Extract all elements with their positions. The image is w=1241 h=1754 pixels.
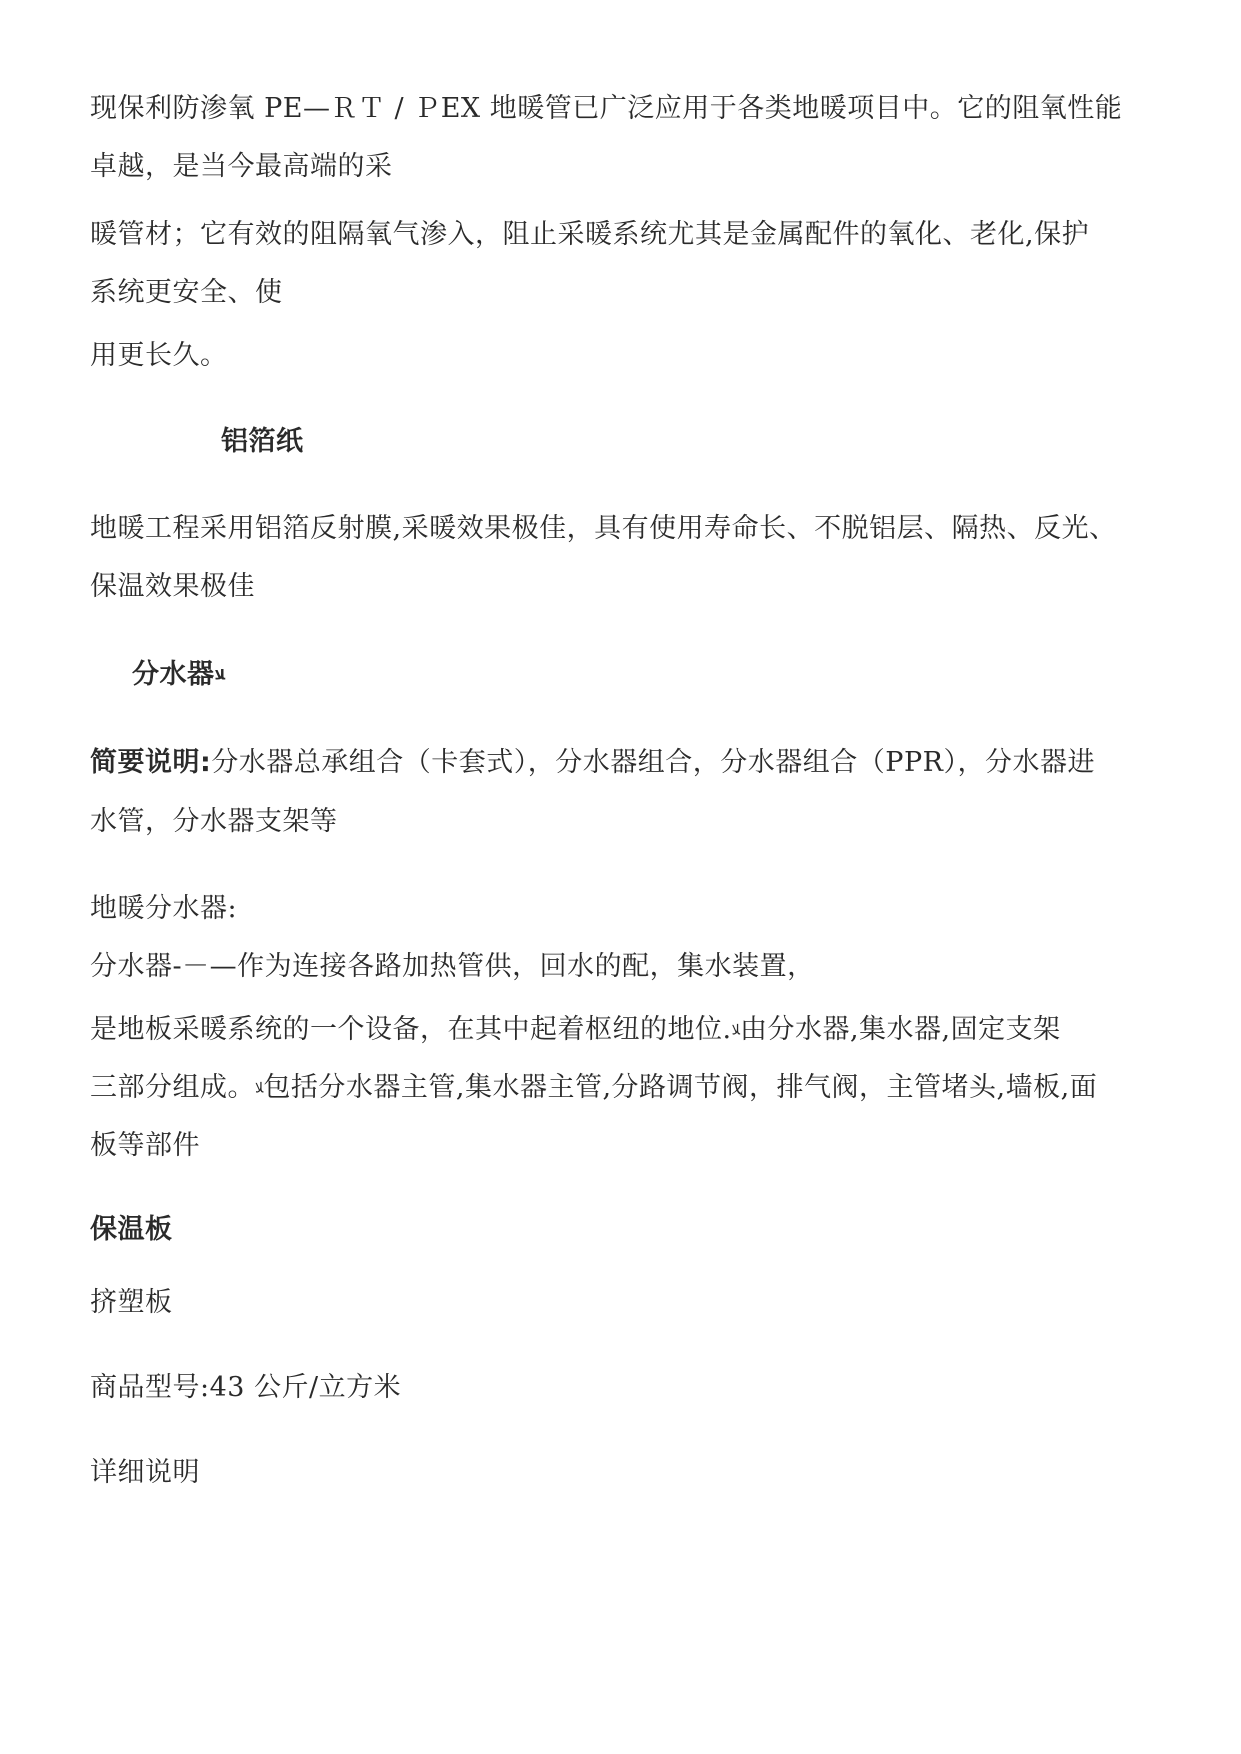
manifold-summary-line-2: 水管，分水器支架等 (90, 806, 338, 837)
pex-paragraph-line-3: 暖管材；它有效的阻隔氧气渗入，阻止采暖系统尤其是金属配件的氧化、老化,保护 (90, 219, 1090, 250)
foil-paragraph-line-2: 保温效果极佳 (90, 571, 255, 602)
board-detail-line: 详细说明 (90, 1457, 200, 1488)
manifold-subtitle: 地暖分水器: (90, 893, 238, 924)
paragraph-mark-glyph: ﻼ (255, 1080, 264, 1097)
desc-line-2-part-a: 是地板采暖系统的一个设备，在其中起着枢纽的地位. (90, 1014, 732, 1045)
pex-paragraph-line-2: 卓越，是当今最高端的采 (90, 151, 393, 182)
manifold-heading-text: 分水器 (132, 659, 215, 690)
pex-paragraph-line-5: 用更长久。 (90, 340, 228, 371)
foil-paragraph-line-1: 地暖工程采用铝箔反射膜,采暖效果极佳，具有使用寿命长、不脱铝层、隔热、反光、 (90, 513, 1117, 544)
desc-line-3-part-a: 三部分组成。 (90, 1072, 255, 1103)
paragraph-mark-glyph: ﻼ (731, 1022, 740, 1039)
manifold-desc-line-1: 分水器-－—作为连接各路加热管供，回水的配，集水装置， (90, 951, 815, 982)
desc-line-2-part-b: 由分水器,集水器,固定支架 (739, 1014, 1061, 1045)
summary-label: 简要说明: (90, 747, 212, 778)
manifold-summary-line-1 (90, 746, 1095, 780)
board-heading: 保温板 (90, 1214, 173, 1245)
board-line-1: 挤塑板 (90, 1287, 173, 1318)
manifold-desc-line-2 (90, 1013, 1061, 1048)
manifold-desc-line-4: 板等部件 (90, 1130, 200, 1161)
manifold-heading (132, 658, 225, 693)
heading-mark-glyph: ﻼ (214, 667, 226, 684)
desc-line-3-part-b: 包括分水器主管,集水器主管,分路调节阀，排气阀，主管堵头,墙板,面 (263, 1072, 1098, 1103)
foil-heading: 铝箔纸 (221, 426, 304, 457)
manifold-desc-line-3 (90, 1071, 1097, 1106)
summary-text: 分水器总承组合（卡套式），分水器组合，分水器组合（PPR），分水器进 (211, 747, 1095, 778)
board-model-line: 商品型号:43 公斤/立方米 (90, 1372, 402, 1403)
pex-paragraph-line-1: 现保利防渗氧 PE—ＲＴ / ＰEX 地暖管已广泛应用于各类地暖项目中。它的阻氧性能 (90, 93, 1123, 124)
pex-paragraph-line-4: 系统更安全、使 (90, 277, 283, 308)
